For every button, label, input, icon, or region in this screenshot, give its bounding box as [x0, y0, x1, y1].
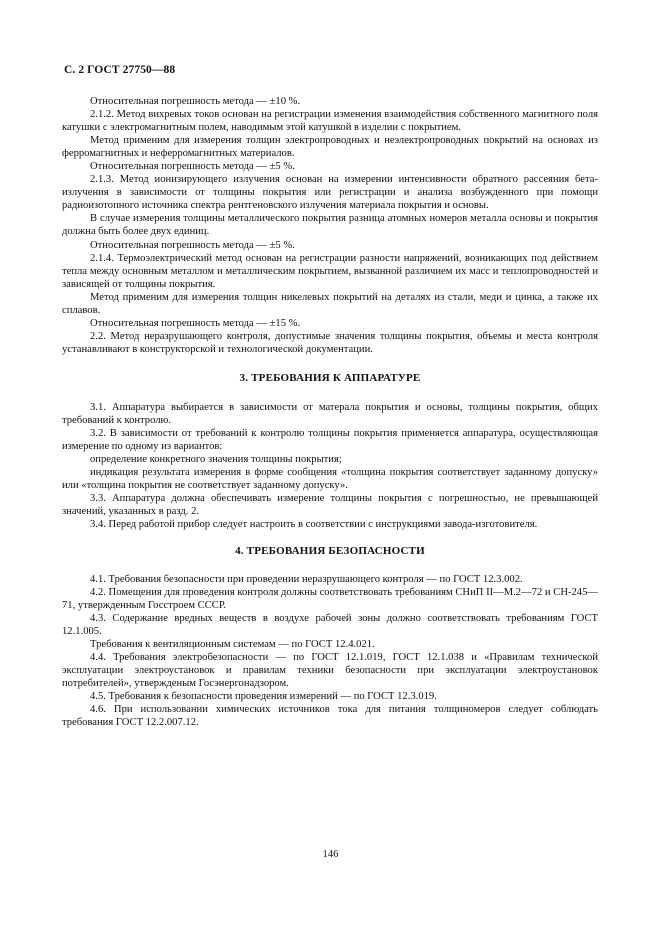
section-3-heading: 3. ТРЕБОВАНИЯ К АППАРАТУРЕ: [239, 371, 421, 384]
section-4-heading: 4. ТРЕБОВАНИЯ БЕЗОПАСНОСТИ: [235, 545, 425, 558]
page-header: С. 2 ГОСТ 27750—88: [64, 64, 176, 76]
paragraph: Относительная погрешность метода — ±10 %.: [90, 96, 301, 107]
paragraph: Требования к вентиляционным системам — по ГОСТ 12.4.021.: [90, 638, 375, 650]
paragraph: 3.2. В зависимости от требований к контролю толщины покрытия применяется аппаратура, осуществляющая измерение по одному из вариантов:: [62, 428, 598, 453]
paragraph: 3.3. Аппаратура должна обеспечивать измерение толщины покрытия с погрешностью, не превышающей значений, указанных в разд. 2.: [62, 493, 598, 518]
paragraph: 4.2. Помещения для проведения контроля должны соответствовать требованиям СНиП II—М.2—72 и СН-245—71, утвержденным Госстроем СССР.: [62, 586, 598, 611]
paragraph: Метод применим для измерения толщин никелевых покрытий на деталях из стали, меди и цинка, а также их сплавов.: [62, 291, 598, 316]
paragraph: 2.1.2. Метод вихревых токов основан на регистрации изменения взаимодействия собственного магнитного поля катушки с электромагнитным полем, наводимым этой катушкой в изделии с покрытием.: [62, 109, 598, 134]
paragraph: 4.4. Требования электробезопасности — по ГОСТ 12.1.019, ГОСТ 12.1.038 и «Правилам технической эксплуатации электроустановок и правилам техники безопасности при эксплуатации электроустановок потребителей», утвержденым Госэнергонадзором.: [62, 651, 598, 689]
paragraph: 4.5. Требования к безопасности проведения измерений — по ГОСТ 12.3.019.: [90, 690, 437, 702]
paragraph: 4.1. Требования безопасности при проведении неразрушающего контроля — по ГОСТ 12.3.002.: [90, 573, 523, 585]
paragraph: индикация результата измерения в форме сообщения «толщина покрытия соответствует заданному допуску» или «толщина покрытия не соответствует заданному допуску».: [62, 467, 598, 492]
paragraph: 3.1. Аппаратура выбирается в зависимости от матерала покрытия и основы, толщины покрытия, общих требований к контролю.: [62, 401, 598, 427]
paragraph: 3.4. Перед работой прибор следует настроить в соответствии с инструкциями завода-изготовителя.: [90, 519, 538, 531]
paragraph: Относительная погрешность метода — ±5 %.: [90, 239, 295, 251]
paragraph: 2.1.4. Термоэлектрический метод основан на регистрации разности напряжений, возникающих под действием тепла между основным металлом и металлическим покрытием, вызванной различием их масс и теплопроводностей и зависящей от толщины покрытия.: [62, 252, 598, 290]
paragraph: 4.3. Содержание вредных веществ в воздухе рабочей зоны должно соответствовать требованиям ГОСТ 12.1.005.: [62, 612, 598, 637]
paragraph: Относительная погрешность метода — ±5 %.: [90, 161, 295, 173]
paragraph: Метод применим для измерения толщин электропроводных и неэлектропроводных покрытий на основах из ферромагнитных и неферромагнитных материалов.: [62, 135, 598, 160]
page-number: 146: [322, 849, 339, 860]
paragraph: 2.2. Метод неразрушающего контроля, допустимые значения толщины покрытия, объемы и места контроля устанавливают в конструкторской и технологической документации.: [62, 330, 598, 355]
document-body: [62, 95, 598, 729]
paragraph: Относительная погрешность метода — ±15 %.: [90, 317, 301, 329]
paragraph: В случае измерения толщины металлического покрытия разница атомных номеров металла основы и покрытия должна быть более двух единиц.: [62, 213, 598, 238]
paragraph: определение конкретного значения толщины покрытия;: [90, 454, 342, 466]
paragraph: 2.1.3. Метод ионизирующего излучения основан на измерении интенсивности обратного рассеяния бета-излучения в зависимости от толщины покрытия или регистрации и анализа возбужденного при помощи радиоизотопного источника спектра рентгеновского излучения материала покрытия и основы.: [62, 174, 598, 212]
paragraph: 4.6. При использовании химических источников тока для питания толщиномеров следует соблюдать требования ГОСТ 12.2.007.12.: [62, 703, 598, 729]
